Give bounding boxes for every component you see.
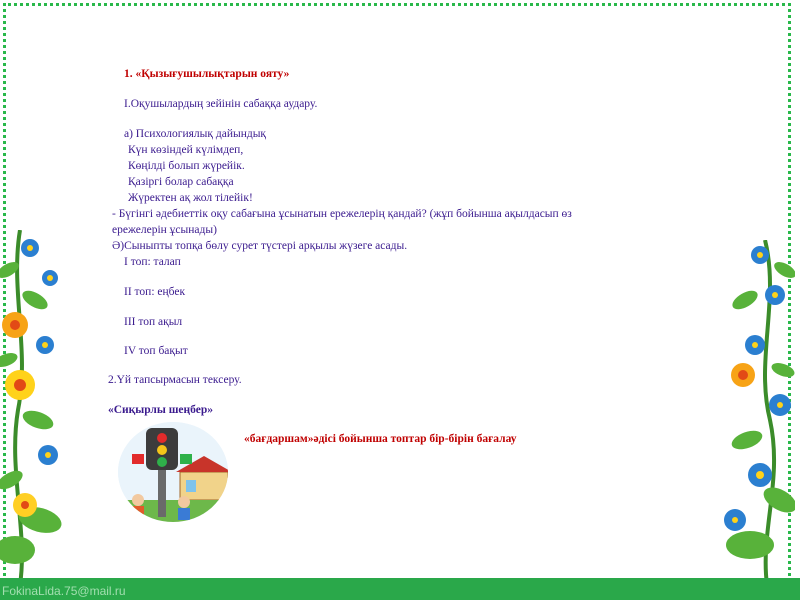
text-line-6: Жүректен ақ жол тілейік! bbox=[128, 192, 253, 204]
dotted-frame bbox=[3, 3, 791, 588]
text-line-9: Ә)Сыныпты топқа бөлу сурет түстері арқылы жүзеге асады. bbox=[112, 240, 408, 252]
group-2: ІІ топ: еңбек bbox=[124, 286, 186, 298]
text-line-8: ережелерін ұсынады) bbox=[112, 224, 217, 236]
homework-heading: 2.Үй тапсырмасын тексеру. bbox=[108, 374, 242, 386]
watermark: FokinaLida.75@mail.ru bbox=[2, 584, 126, 598]
text-line-5: Қазіргі болар сабаққа bbox=[128, 176, 234, 188]
traffic-light-method: «бағдаршам»әдісі бойынша топтар бір-бірін бағалау bbox=[244, 433, 517, 445]
group-4: ІV топ бақыт bbox=[124, 345, 188, 357]
group-3: ІІІ топ ақыл bbox=[124, 316, 183, 328]
traffic-light-icon bbox=[118, 422, 228, 522]
traffic-light-illustration bbox=[118, 422, 228, 522]
group-1: І топ: талап bbox=[124, 256, 181, 268]
left-flower-border-icon bbox=[0, 230, 80, 585]
magic-circle-heading: «Сиқырлы шеңбер» bbox=[108, 404, 213, 416]
text-line-1: І.Оқушылардың зейінін сабаққа аудару. bbox=[124, 98, 318, 110]
text-line-3: Күн көзіндей күлімдеп, bbox=[128, 144, 244, 156]
section-title: 1. «Қызығушылықтарын ояту» bbox=[124, 68, 290, 80]
text-line-2: а) Психологиялық дайындық bbox=[124, 128, 267, 140]
text-line-4: Көңілді болып жүрейік. bbox=[128, 160, 245, 172]
right-flower-border-icon bbox=[705, 240, 795, 585]
text-line-7: - Бүгінгі әдебиеттік оқу сабағына ұсынатын ережелерің қандай? (жұп бойынша ақылдасып өз bbox=[112, 208, 572, 220]
